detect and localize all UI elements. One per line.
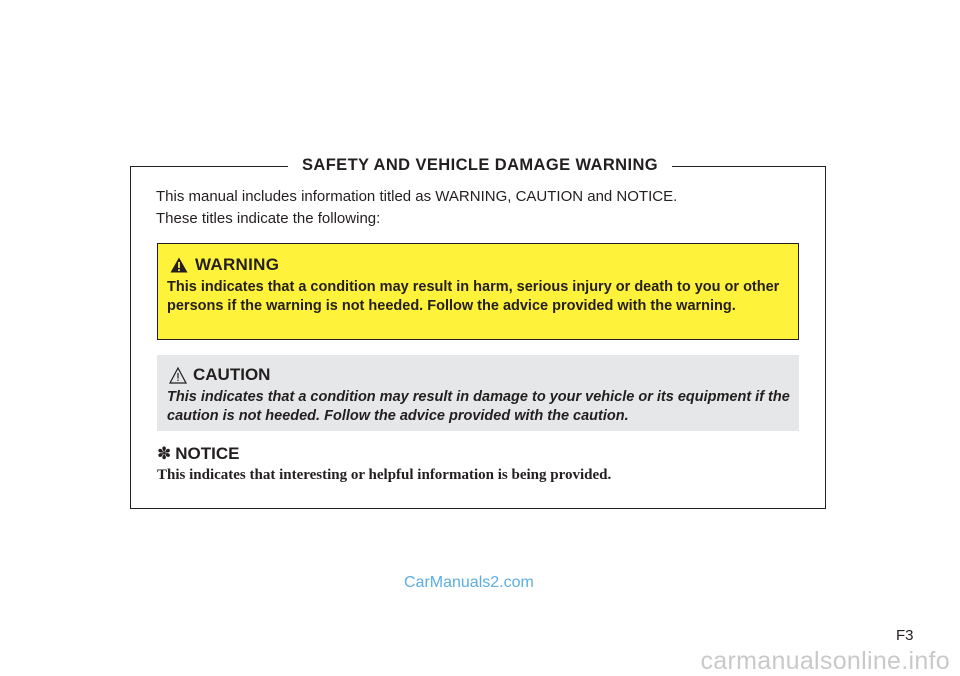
notice-text: This indicates that interesting or helpful information is being provided.: [157, 467, 612, 483]
caution-triangle-icon: [169, 367, 187, 384]
intro-line-1: This manual includes information titled as WARNING, CAUTION and NOTICE.: [156, 188, 678, 205]
notice-title: NOTICE: [175, 444, 240, 463]
warning-title: WARNING: [195, 255, 280, 274]
footer-band: [0, 646, 960, 676]
caution-title: CAUTION: [193, 365, 271, 384]
caution-header: [169, 363, 270, 387]
watermark-link[interactable]: CarManuals2.com: [404, 574, 534, 591]
page-number: F3: [896, 627, 914, 644]
warning-text: This indicates that a condition may result in harm, serious injury or death to you or other persons if the warning is not heeded. Follow the advice provided with the warning.: [167, 279, 780, 314]
warning-header: [170, 254, 279, 276]
notice-star-icon: ✽: [157, 444, 172, 463]
caution-text: This indicates that a condition may result in damage to your vehicle or its equipment if the caution is not heeded. Follow the advice provided with the caution.: [167, 389, 790, 424]
warning-triangle-icon: [170, 257, 188, 273]
footer-site-link[interactable]: carmanualsonline.info: [700, 646, 950, 675]
section-title: SAFETY AND VEHICLE DAMAGE WARNING: [288, 153, 672, 177]
intro-line-2: These titles indicate the following:: [156, 210, 381, 227]
notice-header: [157, 443, 239, 465]
